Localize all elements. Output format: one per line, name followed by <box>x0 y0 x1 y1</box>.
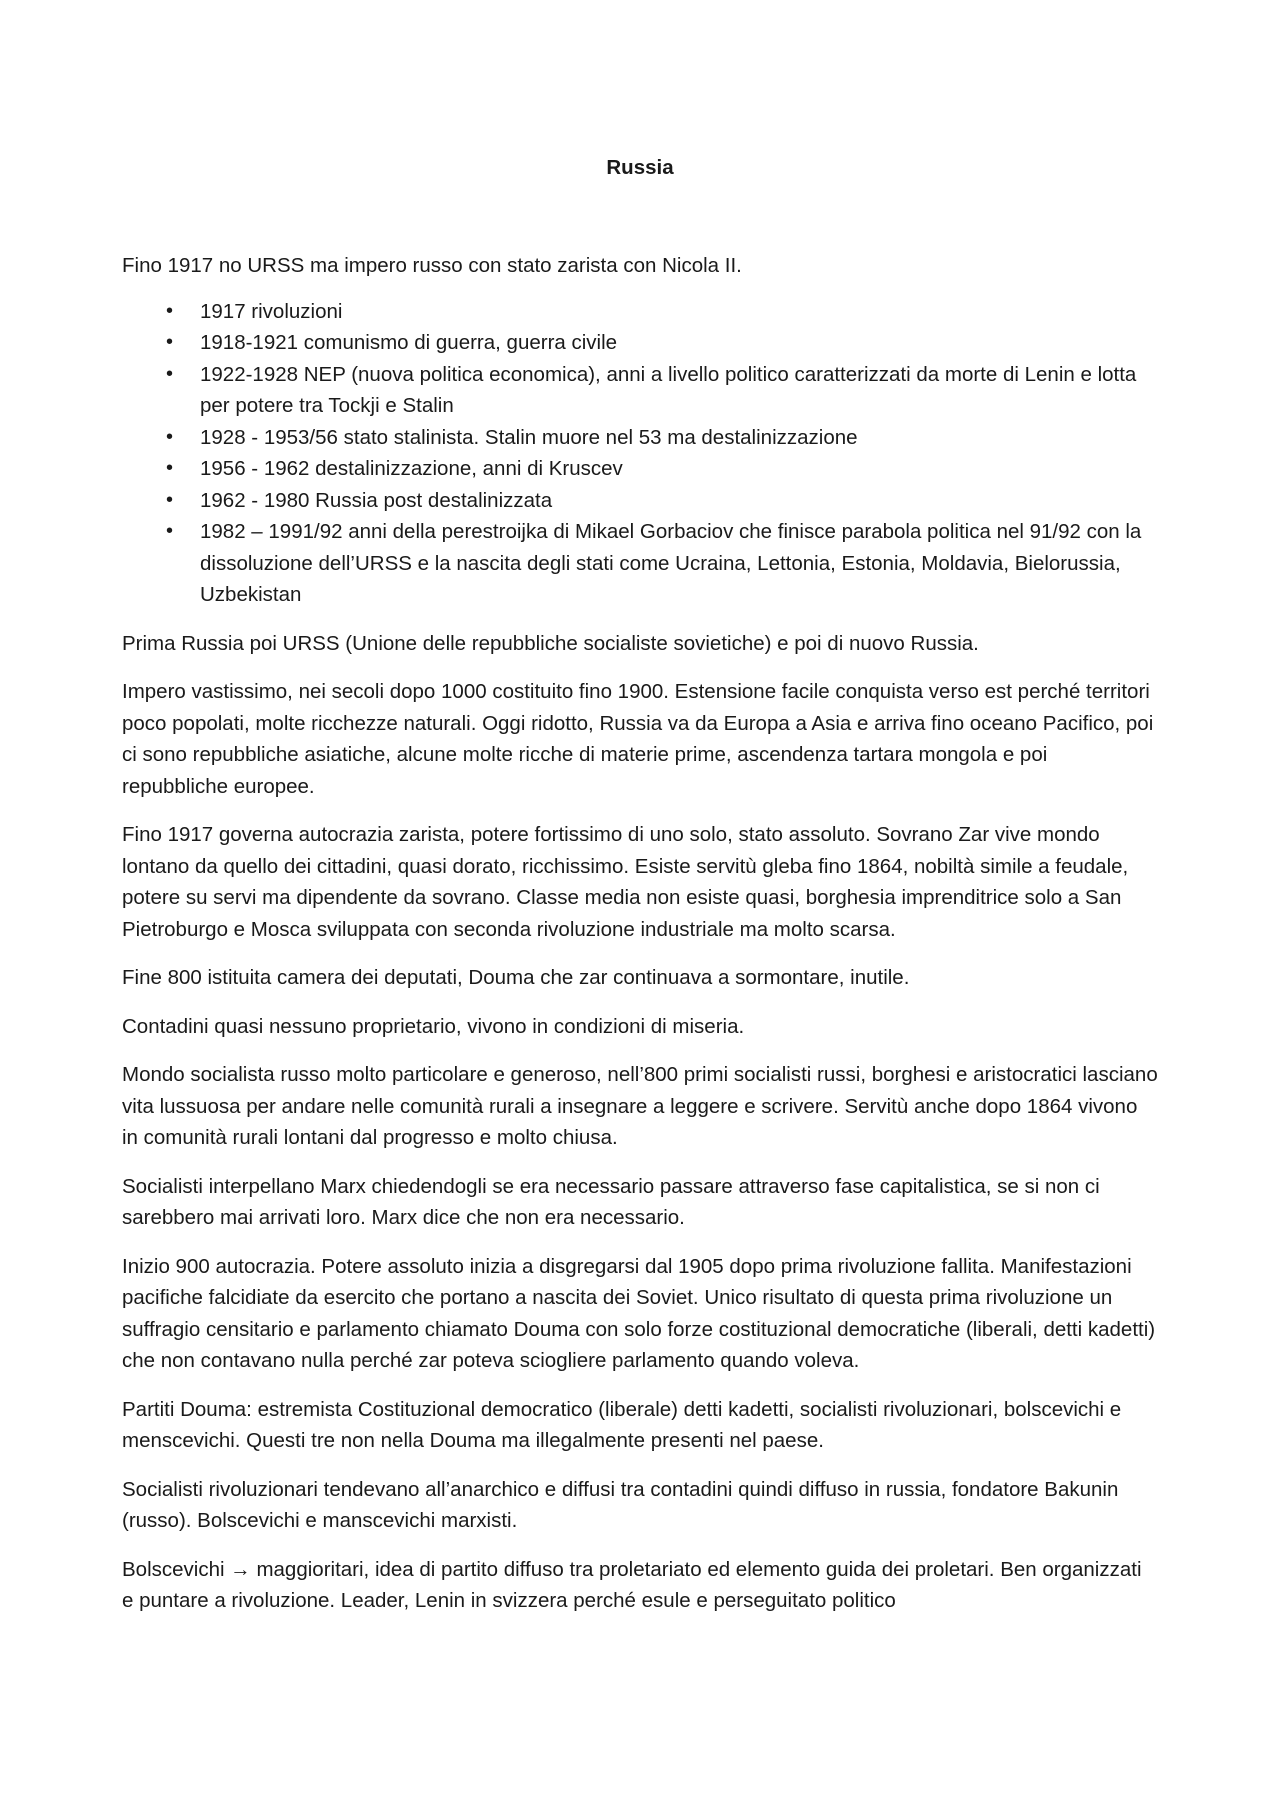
bullet-icon: • <box>166 299 174 322</box>
list-item <box>122 296 1158 328</box>
list-item <box>122 359 1158 422</box>
body-paragraph: Socialisti interpellano Marx chiedendogli se era necessario passare attraverso fase capitalistica, se si non ci sarebbero mai arrivati loro. Marx dice che non era necessario. <box>122 1174 1100 1229</box>
last-paragraph-text: maggioritari, idea di partito diffuso tra proletariato ed elemento guida dei proletari. Ben organizzati e puntare a rivoluzione. Leader, Lenin in svizzera perché esule e perseguitato politico <box>122 1557 1142 1612</box>
list-item-text: 1917 rivoluzioni <box>200 299 343 323</box>
bullet-icon: • <box>166 457 174 479</box>
body-paragraph: Fino 1917 governa autocrazia zarista, potere fortissimo di uno solo, stato assoluto. Sovrano Zar vive mondo lontano da quello dei cittadini, quasi dorato, ricchissimo. Esiste servitù gleba fino 1864, nobiltà simile a feudale, potere su servi ma dipendente da sovrano. Classe media non esiste quasi, borghesia imprenditrice solo a San Pietroburgo e Mosca sviluppata con seconda rivoluzione industriale ma molto scarsa. <box>122 823 1129 941</box>
body-paragraph: Socialisti rivoluzionari tendevano all’anarchico e diffusi tra contadini quindi diffuso in russia, fondatore Bakunin (russo). Bolscevichi e manscevichi marxisti. <box>122 1477 1119 1532</box>
bullet-icon: • <box>166 488 174 511</box>
bullet-icon: • <box>166 362 174 385</box>
list-item-text: 1956 - 1962 destalinizzazione, anni di Kruscev <box>200 457 623 480</box>
body-paragraph: Partiti Douma: estremista Costituzional democratico (liberale) detti kadetti, socialisti rivoluzionari, bolscevichi e menscevichi. Questi tre non nella Douma ma illegalmente presenti nel paese. <box>122 1397 1122 1452</box>
list-item-text: 1922-1928 NEP (nuova politica economica), anni a livello politico caratterizzati da morte di Lenin e lotta per potere tra Tockji e Stalin <box>200 362 1137 417</box>
body-paragraph: Impero vastissimo, nei secoli dopo 1000 costituito fino 1900. Estensione facile conquista verso est perché territori poco popolati, molte ricchezze naturali. Oggi ridotto, Russia va da Europa a Asia e arriva fino oceano Pacifico, poi ci sono repubbliche asiatiche, alcune molte ricche di materie prime, ascendenza tartara mongola e poi repubbliche europee. <box>122 680 1154 798</box>
list-item-text: 1982 – 1991/92 anni della perestroijka di Mikael Gorbaciov che finisce parabola politica nel 91/92 con la dissoluzione dell’URSS e la nascita degli stati come Ucraina, Lettonia, Estonia, Moldavia, Bielorussia, Uzbekistan <box>200 520 1142 606</box>
bullet-icon: • <box>166 520 174 542</box>
body-paragraph: Inizio 900 autocrazia. Potere assoluto inizia a disgregarsi dal 1905 dopo prima rivoluzione fallita. Manifestazioni pacifiche falcidiate da esercito che portano a nascita dei Soviet. Unico risultato di questa prima rivoluzione un suffragio censitario e parlamento chiamato Douma con solo forze costituzional democratiche (liberali, detti kadetti) che non contavano nulla perché zar poteva sciogliere parlamento quando voleva. <box>122 1254 1156 1372</box>
timeline-list <box>122 296 1158 611</box>
arrow-right-icon: → <box>230 1557 251 1581</box>
body-paragraph: Contadini quasi nessuno proprietario, vivono in condizioni di miseria. <box>122 1014 745 1038</box>
bullet-icon: • <box>166 425 174 448</box>
body-paragraph: Prima Russia poi URSS (Unione delle repubbliche socialiste sovietiche) e poi di nuovo Russia. <box>122 631 979 655</box>
list-item-text: 1928 - 1953/56 stato stalinista. Stalin muore nel 53 ma destalinizzazione <box>200 425 858 449</box>
document-title: Russia <box>606 156 674 179</box>
list-item <box>122 485 1158 517</box>
intro-paragraph: Fino 1917 no URSS ma impero russo con stato zarista con Nicola II. <box>122 254 742 277</box>
bullet-icon: • <box>166 331 174 353</box>
list-item <box>122 516 1158 611</box>
last-paragraph-lead: Bolscevichi <box>122 1557 225 1581</box>
last-paragraph <box>122 1554 1158 1617</box>
list-item-text: 1962 - 1980 Russia post destalinizzata <box>200 488 553 512</box>
list-item <box>122 327 1158 359</box>
body-paragraph: Mondo socialista russo molto particolare e generoso, nell’800 primi socialisti russi, borghesi e aristocratici lasciano vita lussuosa per andare nelle comunità rurali a insegnare a leggere e scrivere. Servitù anche dopo 1864 vivono in comunità rurali lontani dal progresso e molto chiusa. <box>122 1063 1158 1149</box>
list-item-text: 1918-1921 comunismo di guerra, guerra civile <box>200 331 618 354</box>
body-paragraph: Fine 800 istituita camera dei deputati, Douma che zar continuava a sormontare, inutile. <box>122 966 910 989</box>
list-item <box>122 453 1158 485</box>
list-item <box>122 422 1158 454</box>
